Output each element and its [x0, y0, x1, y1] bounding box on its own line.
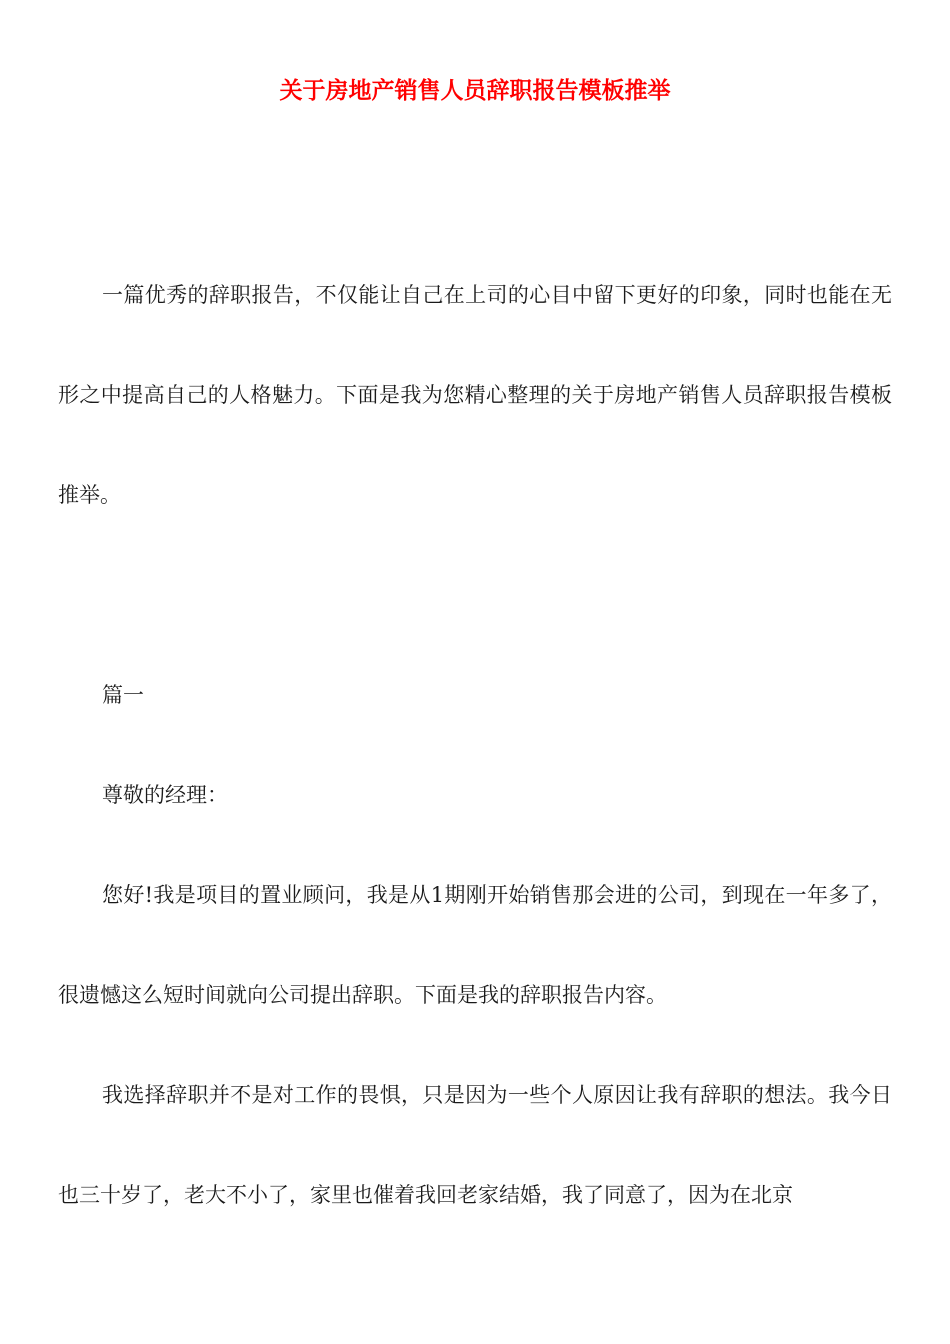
section-heading: 篇一 [102, 683, 144, 707]
paragraph-spacer [58, 545, 892, 645]
body-paragraph-2: 我选择辞职并不是对工作的畏惧，只是因为一些个人原因让我有辞职的想法。我今日也三十岁了，老大不小了，家里也催着我回老家结婚，我了同意了，因为在北京 [58, 1083, 892, 1207]
document-body [58, 245, 892, 1245]
body-paragraph-1: 您好!我是项目的置业顾问，我是从1期刚开始销售那会进的公司，到现在一年多了，很遗憾这么短时间就向公司提出辞职。下面是我的辞职报告内容。 [58, 883, 892, 1007]
intro-paragraph: 一篇优秀的辞职报告，不仅能让自己在上司的心目中留下更好的印象，同时也能在无形之中提高自己的人格魅力。下面是我为您精心整理的关于房地产销售人员辞职报告模板推举。 [58, 283, 892, 507]
salutation: 尊敬的经理： [102, 783, 228, 807]
document-title: 关于房地产销售人员辞职报告模板推举 [279, 78, 671, 104]
